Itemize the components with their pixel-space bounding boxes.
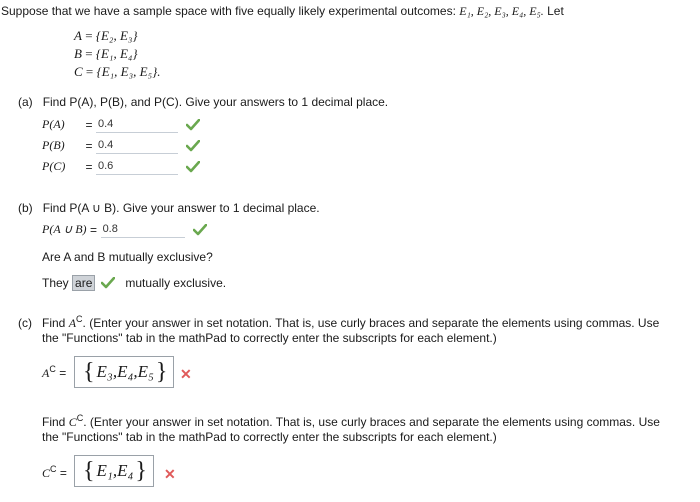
part-b-prompt: (b) Find P(A ∪ B). Give your answer to 1 decimal place.	[18, 201, 320, 215]
x-icon: ✕	[164, 466, 176, 482]
answer-row-pa: P(A) = 0.4	[42, 116, 200, 133]
pa-label: P(A)	[42, 117, 65, 131]
part-c-prompt-line2: the "Functions" tab in the mathPad to correctly enter the subscripts for each element.)	[42, 331, 497, 345]
check-icon	[101, 277, 115, 289]
mutually-exclusive-question: Are A and B mutually exclusive?	[42, 250, 213, 264]
ac-label: $A^C$ =	[42, 364, 67, 380]
answer-row-pc: P(C) = 0.6	[42, 158, 200, 175]
are-dropdown[interactable]: are	[72, 275, 95, 291]
cc-label: $C^C$ =	[42, 464, 67, 480]
part-c-c-prompt-line2: the "Functions" tab in the mathPad to correctly enter the subscripts for each element.)	[42, 430, 497, 444]
set-b-definition: B = {E₁, E₄}	[74, 46, 138, 61]
answer-row-paub: P(A ∪ B) = 0.8	[42, 221, 207, 238]
outcomes-list: E₁, E₂, E₃, E₄, E₅.	[459, 4, 544, 18]
pc-label: P(C)	[42, 159, 66, 173]
mutually-exclusive-sentence: They are mutually exclusive.	[42, 276, 227, 290]
check-icon	[186, 140, 200, 152]
set-c-definition: C = {E₁, E₃, E₅}.	[74, 64, 161, 79]
part-a-prompt: (a) Find P(A), P(B), and P(C). Give your answers to 1 decimal place.	[18, 95, 389, 109]
check-icon	[186, 161, 200, 173]
check-icon	[186, 119, 200, 131]
ac-answer: E₃,E₄,E₅	[96, 362, 154, 381]
part-c-c-prompt-line1: Find $C^C$. (Enter your answer in set notation. That is, use curly braces and separate the elements using commas. Use	[42, 413, 660, 429]
cc-answer-box[interactable]: { E₁,E₄ }	[74, 455, 154, 487]
paub-input[interactable]	[101, 221, 185, 238]
pb-label: P(B)	[42, 138, 65, 152]
pa-input[interactable]	[96, 116, 178, 133]
pb-input[interactable]	[96, 137, 178, 154]
x-icon: ✕	[180, 366, 192, 382]
intro-line: Suppose that we have a sample space with five equally likely experimental outcomes: E₁, E₂, E₃, E₄, E₅. Let	[1, 4, 564, 18]
set-a-definition: A = {E₂, E₃}	[74, 28, 138, 43]
paub-label: P(A ∪ B)	[42, 222, 87, 236]
pc-input[interactable]	[96, 158, 178, 175]
cc-answer: E₁,E₄	[96, 461, 134, 480]
ac-answer-box[interactable]: { E₃,E₄,E₅ }	[74, 356, 174, 388]
check-icon	[193, 224, 207, 236]
part-c-prompt-line1: (c) Find $A^C$. (Enter your answer in set notation. That is, use curly braces and separate the elements using commas. Use	[18, 314, 660, 330]
answer-row-pb: P(B) = 0.4	[42, 137, 200, 154]
